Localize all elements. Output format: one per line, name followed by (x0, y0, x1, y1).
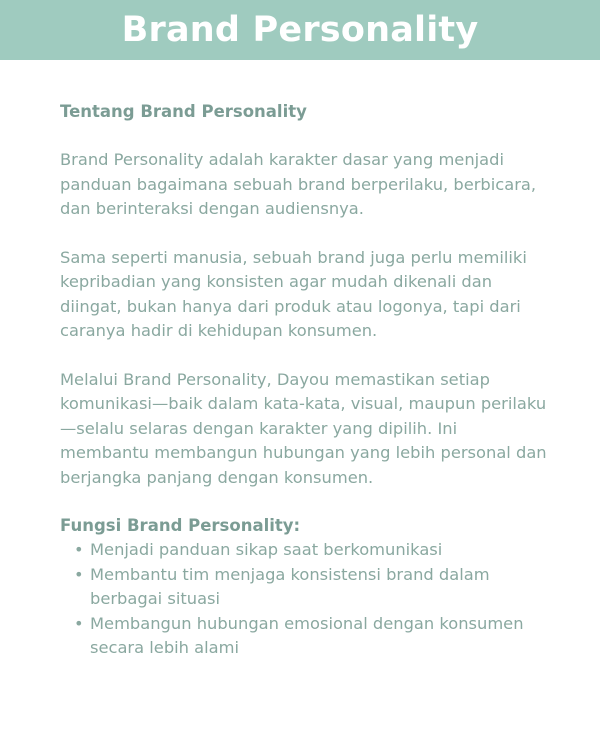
list-item-text: Membantu tim menjaga konsistensi brand dalam berbagai situasi (90, 564, 490, 608)
functions-heading: Fungsi Brand Personality: (60, 516, 301, 535)
bullet-icon: • (74, 564, 84, 584)
content-section (60, 100, 550, 661)
bullet-icon: • (74, 540, 84, 559)
list-item (60, 563, 550, 612)
about-heading: Tentang Brand Personality (60, 102, 307, 121)
paragraph-personality: Sama seperti manusia, sebuah brand juga perlu memiliki kepribadian yang konsisten agar mudah dikenali dan diingat, bukan hanya dari produk atau logonya, tapi dari caranya hadir di kehidupan konsumen. (60, 247, 527, 340)
functions-list (60, 538, 550, 661)
list-item (60, 612, 550, 661)
bullet-icon: • (74, 613, 84, 633)
paragraph-definition: Brand Personality adalah karakter dasar yang menjadi panduan bagaimana sebuah brand berperilaku, berbicara, dan berinteraksi dengan audiensnya. (60, 150, 537, 218)
header-bar (0, 0, 600, 60)
list-item-text: Menjadi panduan sikap saat berkomunikasi (90, 540, 443, 559)
list-item (60, 538, 550, 563)
paragraph-communication: Melalui Brand Personality, Dayou memastikan setiap komunikasi—baik dalam kata-kata, visual, maupun perilaku—selalu selaras dengan karakter yang dipilih. Ini membantu membangun hubungan yang lebih personal dan berjangka panjang dengan konsumen. (60, 369, 547, 487)
page-title: Brand Personality (121, 9, 479, 50)
list-item-text: Membangun hubungan emosional dengan konsumen secara lebih alami (90, 613, 524, 657)
